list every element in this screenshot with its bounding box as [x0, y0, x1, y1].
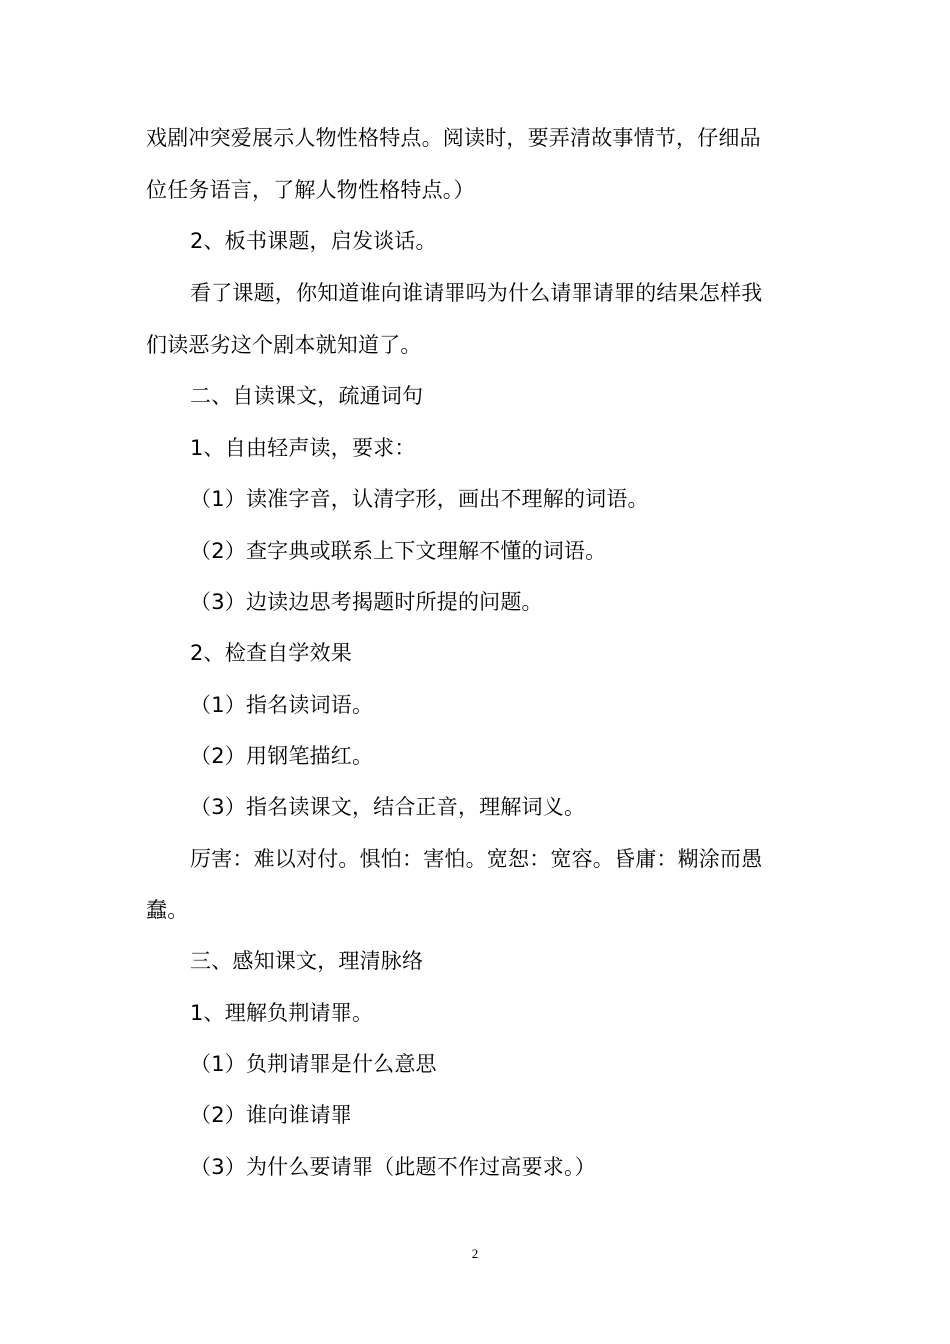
- paragraph-line: 们读恶劣这个剧本就知道了。: [146, 333, 422, 357]
- paragraph-line: 1、理解负荆请罪。: [190, 1001, 374, 1025]
- paragraph-line: 2、板书课题，启发谈话。: [190, 229, 437, 253]
- list-item: （3）指名读课文，结合正音，理解词义。: [190, 795, 586, 819]
- list-item: （2）查字典或联系上下文理解不懂的词语。: [190, 539, 607, 563]
- list-item: （2）用钢笔描红。: [190, 744, 374, 768]
- page-number: 2: [471, 1246, 479, 1261]
- list-item: （1）指名读词语。: [190, 693, 374, 717]
- list-item: （3）为什么要请罪（此题不作过高要求。）: [190, 1155, 596, 1179]
- paragraph-line: 看了课题，你知道谁向谁请罪吗为什么请罪请罪的结果怎样我: [190, 281, 763, 305]
- paragraph-line: 厉害：难以对付。惧怕：害怕。宽恕：宽容。昏庸：糊涂而愚: [190, 847, 763, 871]
- paragraph-line: 蠢。: [146, 898, 189, 922]
- paragraph-line: 位任务语言，了解人物性格特点。）: [146, 178, 475, 202]
- section-heading: 二、自读课文，疏通词句: [190, 384, 424, 408]
- list-item: （1）读准字音，认清字形，画出不理解的词语。: [190, 487, 649, 511]
- section-heading: 三、感知课文，理清脉络: [190, 949, 424, 973]
- list-item: （1）负荆请罪是什么意思: [190, 1052, 437, 1076]
- paragraph-line: 2、检查自学效果: [190, 641, 352, 665]
- list-item: （3）边读边思考揭题时所提的问题。: [190, 590, 543, 614]
- list-item: （2）谁向谁请罪: [190, 1103, 352, 1127]
- paragraph-line: 戏剧冲突爱展示人物性格特点。阅读时，要弄清故事情节，仔细品: [146, 126, 761, 150]
- paragraph-line: 1、自由轻声读，要求：: [190, 436, 416, 460]
